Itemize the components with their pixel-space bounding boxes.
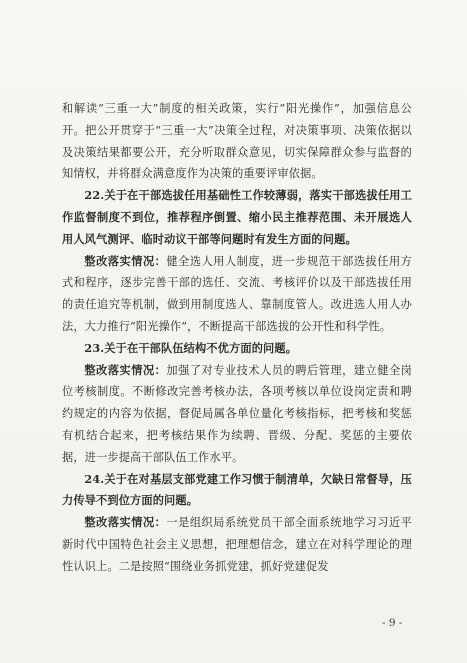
paragraph-text: 和解读“三重一大”制度的相关政策，实行“阳光操作”，加强信息公开。把公开贯穿于“三重一大”决策全过程，对决策事项、决策依据以及决策结果都要公开，充分听取群众意见，切实保障群众参与监督的知情权，并将群众满意度作为决策的重要评审依据。: [62, 102, 412, 181]
rectification-lead: 整改落实情况：: [84, 362, 167, 377]
rectification-text: 加强了对专业技术人员的聘后管理，建立健全岗位考核制度。不断修改完善考核办法，各项考核以单位设岗定责和聘约规定的内容为依据，督促局属各单位量化考核指标，把考核和奖惩有机结合起来，把考核结果作为续聘、晋级、分配、奖惩的主要依据，进一步提高干部队伍工作水平。: [62, 363, 412, 464]
issue-heading-text: 23.关于在干部队伍结构不优方面的问题。: [84, 340, 298, 355]
paragraph-continued-policy: [62, 98, 412, 185]
rectification-paragraph-24: [62, 512, 412, 577]
rectification-text: 健全选人用人制度，进一步规范干部选拔任用方式和程序，逐步完善干部的选任、交流、考核评价以及干部选拔任用的责任追究等机制，做到用制度选人、靠制度管人。改进选人用人办法，大力推行“阳光操作”，不断提高干部选拔的公开性和科学性。: [62, 254, 412, 333]
issue-heading-24: [62, 469, 412, 513]
issue-heading-22: [62, 185, 412, 250]
rectification-paragraph-23: [62, 360, 412, 469]
issue-heading-text: 24.关于在对基层支部党建工作习惯于制清单，欠缺日常督导，压力传导不到位方面的问题。: [62, 471, 412, 508]
rectification-text: 一是组织局系统党员干部全面系统地学习习近平新时代中国特色社会主义思想，把理想信念，建立在对科学理论的理性认识上。二是按照“围绕业务抓党建，抓好党建促发: [62, 516, 412, 573]
rectification-lead: 整改落实情况：: [84, 515, 167, 530]
document-body: [62, 98, 412, 578]
rectification-lead: 整改落实情况：: [84, 253, 167, 268]
rectification-paragraph-22: [62, 251, 412, 338]
page-number: - 9 -: [382, 617, 403, 629]
issue-heading-23: [62, 338, 412, 360]
issue-heading-text: 22.关于在干部选拔任用基础性工作较薄弱，落实干部选拔任用工作监督制度不到位，推荐程序倒置、缩小民主推荐范围、未开展选人用人风气测评、临时动议干部等问题时有发生方面的问题。: [62, 188, 412, 246]
